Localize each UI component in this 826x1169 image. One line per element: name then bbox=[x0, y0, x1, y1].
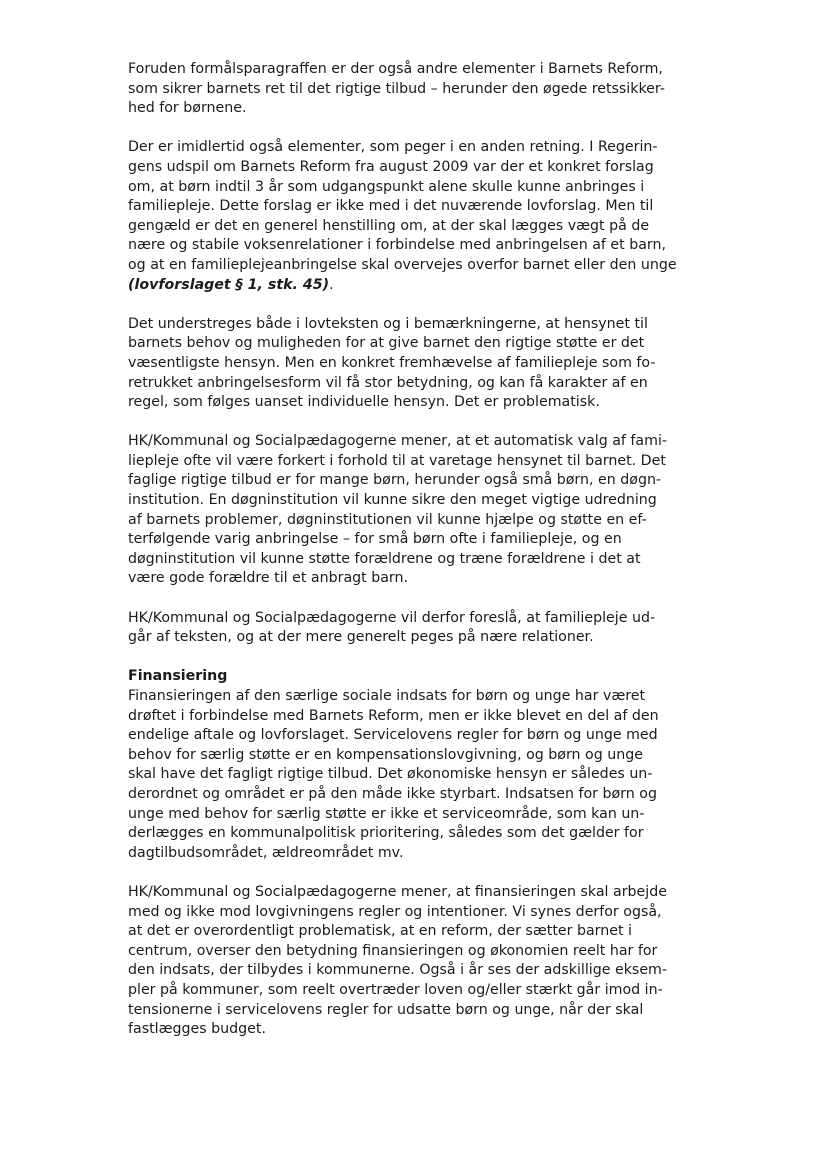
paragraph-7 bbox=[128, 883, 688, 1040]
text-line: derlægges en kommunalpolitisk prioritering, således som det gælder for bbox=[128, 825, 644, 842]
text-line: hed for børnene. bbox=[128, 100, 247, 117]
text-line: gengæld er det en generel henstilling om, at der skal lægges vægt på de bbox=[128, 217, 650, 234]
text-line: barnets behov og muligheden for at give barnet den rigtige støtte er det bbox=[128, 335, 645, 352]
text-line: Finansieringen af den særlige sociale indsats for børn og unge har været bbox=[128, 688, 646, 704]
text-line: af barnets problemer, døgninstitutionen vil kunne hjælpe og støtte en ef- bbox=[128, 511, 647, 528]
reference-suffix: . bbox=[329, 276, 334, 293]
text-line: HK/Kommunal og Socialpædagogerne mener, at finansieringen skal arbejde bbox=[128, 883, 667, 900]
text-line: gens udspil om Barnets Reform fra august 2009 var der et konkret forslag bbox=[128, 158, 654, 175]
text-line: fastlægges budget. bbox=[128, 1021, 266, 1038]
section-finansiering bbox=[128, 667, 688, 863]
text-line: derordnet og området er på den måde ikke styrbart. Indsatsen for børn og bbox=[128, 785, 657, 802]
paragraph-4 bbox=[128, 432, 688, 589]
text-line: væsentligste hensyn. Men en konkret fremhævelse af familiepleje som fo- bbox=[128, 354, 656, 371]
legal-reference: (lovforslaget § 1, stk. 45) bbox=[128, 276, 330, 293]
text-line: og at en familieplejeanbringelse skal overvejes overfor barnet eller den unge bbox=[128, 256, 677, 273]
text-line: tensionerne i servicelovens regler for udsatte børn og unge, når der skal bbox=[128, 1001, 644, 1018]
text-line: nære og stabile voksenrelationer i forbindelse med anbringelsen af et barn, bbox=[128, 237, 667, 254]
paragraph-2 bbox=[128, 138, 688, 295]
paragraph-5 bbox=[128, 609, 688, 648]
section-heading: Finansiering bbox=[128, 668, 228, 685]
text-line: Der er imidlertid også elementer, som peger i en anden retning. I Regerin- bbox=[128, 139, 658, 156]
document-page bbox=[128, 60, 688, 1040]
text-line: terfølgende varig anbringelse – for små børn ofte i familiepleje, og en bbox=[128, 531, 622, 548]
text-line: pler på kommuner, som reelt overtræder loven og/eller stærkt går imod in- bbox=[128, 981, 663, 998]
text-line: regel, som følges uanset individuelle hensyn. Det er problematisk. bbox=[128, 394, 600, 411]
text-line: være gode forældre til et anbragt barn. bbox=[128, 570, 409, 587]
paragraph-3 bbox=[128, 315, 688, 413]
text-line: endelige aftale og lovforslaget. Servicelovens regler for børn og unge med bbox=[128, 727, 658, 744]
text-line: centrum, overser den betydning finansieringen og økonomien reelt har for bbox=[128, 942, 658, 959]
text-line: behov for særlig støtte er en kompensationslovgivning, og børn og unge bbox=[128, 746, 643, 763]
text-line: døgninstitution vil kunne støtte forældrene og træne forældrene i det at bbox=[128, 550, 641, 567]
paragraph-1 bbox=[128, 60, 688, 119]
text-line: dagtilbudsområdet, ældreområdet mv. bbox=[128, 844, 404, 861]
text-line: HK/Kommunal og Socialpædagogerne vil derfor foreslå, at familiepleje ud- bbox=[128, 609, 656, 626]
text-line: den indsats, der tilbydes i kommunerne. Også i år ses der adskillige eksem- bbox=[128, 962, 667, 979]
text-line: som sikrer barnets ret til det rigtige tilbud – herunder den øgede retssikker- bbox=[128, 80, 665, 97]
text-line: Foruden formålsparagraffen er der også andre elementer i Barnets Reform, bbox=[128, 61, 663, 77]
text-line: retrukket anbringelsesform vil få stor betydning, og kan få karakter af en bbox=[128, 374, 648, 391]
text-line: unge med behov for særlig støtte er ikke et serviceområde, som kan un- bbox=[128, 805, 645, 822]
text-line: om, at børn indtil 3 år som udgangspunkt alene skulle kunne anbringes i bbox=[128, 178, 645, 195]
text-line: institution. En døgninstitution vil kunne sikre den meget vigtige udredning bbox=[128, 492, 657, 509]
text-line: liepleje ofte vil være forkert i forhold til at varetage hensynet til barnet. Det bbox=[128, 452, 666, 469]
text-line: HK/Kommunal og Socialpædagogerne mener, at et automatisk valg af fami- bbox=[128, 433, 667, 450]
text-line: familiepleje. Dette forslag er ikke med i det nuværende lovforslag. Men til bbox=[128, 198, 654, 215]
text-line: at det er overordentligt problematisk, at en reform, der sætter barnet i bbox=[128, 923, 632, 940]
text-line: Det understreges både i lovteksten og i bemærkningerne, at hensynet til bbox=[128, 315, 648, 332]
text-line: med og ikke mod lovgivningens regler og intentioner. Vi synes derfor også, bbox=[128, 903, 662, 920]
text-line: faglige rigtige tilbud er for mange børn, herunder også små børn, en døgn- bbox=[128, 472, 662, 489]
text-line: skal have det fagligt rigtige tilbud. Det økonomiske hensyn er således un- bbox=[128, 766, 653, 783]
text-line: går af teksten, og at der mere generelt peges på nære relationer. bbox=[128, 629, 594, 646]
text-line: drøftet i forbindelse med Barnets Reform, men er ikke blevet en del af den bbox=[128, 707, 659, 724]
text-line-reference bbox=[128, 276, 688, 296]
